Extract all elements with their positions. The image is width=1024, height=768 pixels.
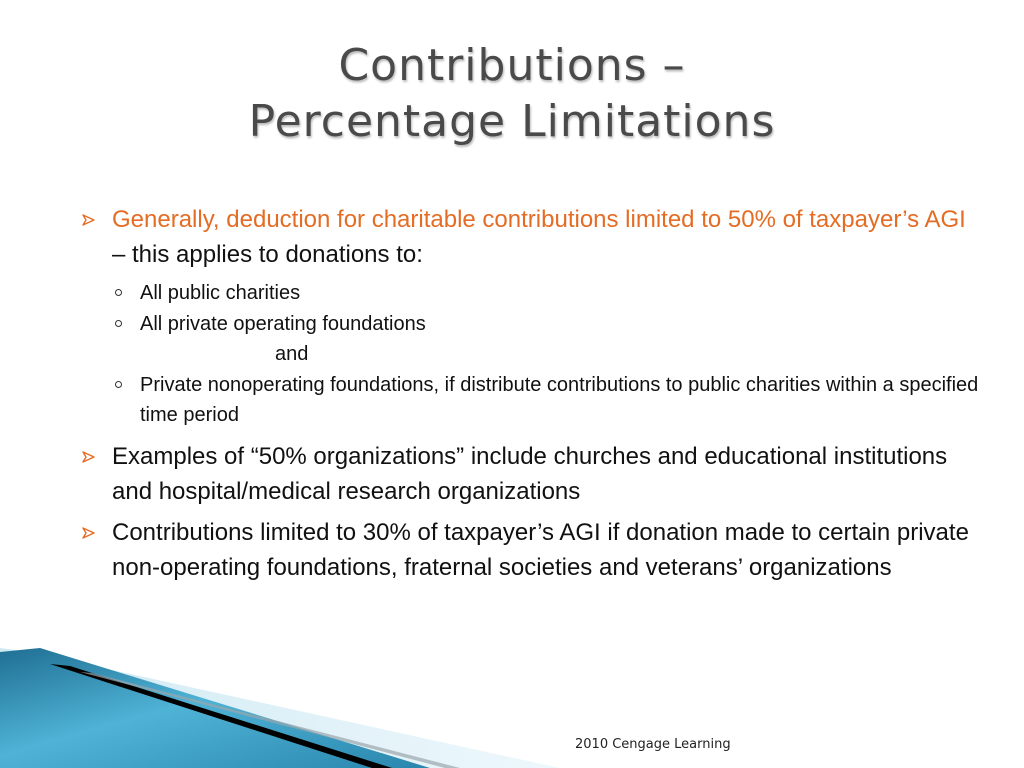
footer-copyright: 2010 Cengage Learning <box>575 737 731 752</box>
sub-item-3 <box>82 370 982 431</box>
bullet-1-highlight: Generally, deduction for charitable contributions limited to 50% of taxpayer’s AGI <box>112 206 966 233</box>
title-line-1: Contributions – <box>338 40 686 91</box>
title-line-2: Percentage Limitations <box>248 96 776 147</box>
sub-item-label: All private operating foundations <box>140 312 426 335</box>
sub-item-1 <box>82 278 982 309</box>
bullet-item-1 <box>82 202 982 272</box>
ring-bullet-icon <box>115 381 122 388</box>
arrowhead-bullet-icon <box>82 213 96 227</box>
arrowhead-bullet-icon <box>82 526 96 540</box>
ring-bullet-icon <box>115 289 122 296</box>
arrowhead-bullet-icon <box>82 450 96 464</box>
sub-item-label: Private nonoperating foundations, if distribute contributions to public charities within a specified time period <box>140 373 979 426</box>
ring-bullet-icon <box>115 320 122 327</box>
bullet-2-text: Examples of “50% organizations” include churches and educational institutions and hospital/medical research organizations <box>112 442 948 505</box>
bullet-item-3 <box>82 515 982 585</box>
bullet-item-2 <box>82 439 982 509</box>
sub-item-label: All public charities <box>140 282 301 304</box>
slide-body <box>82 202 982 591</box>
slide-title <box>0 38 1024 150</box>
bullet-1-rest: – this applies to donations to: <box>112 241 423 268</box>
bullet-3-text: Contributions limited to 30% of taxpayer’s AGI if donation made to certain private non-operating foundations, fraternal societies and veterans’ organizations <box>112 518 969 581</box>
sub-item-2 <box>82 309 982 340</box>
connector-and: and <box>275 343 309 365</box>
